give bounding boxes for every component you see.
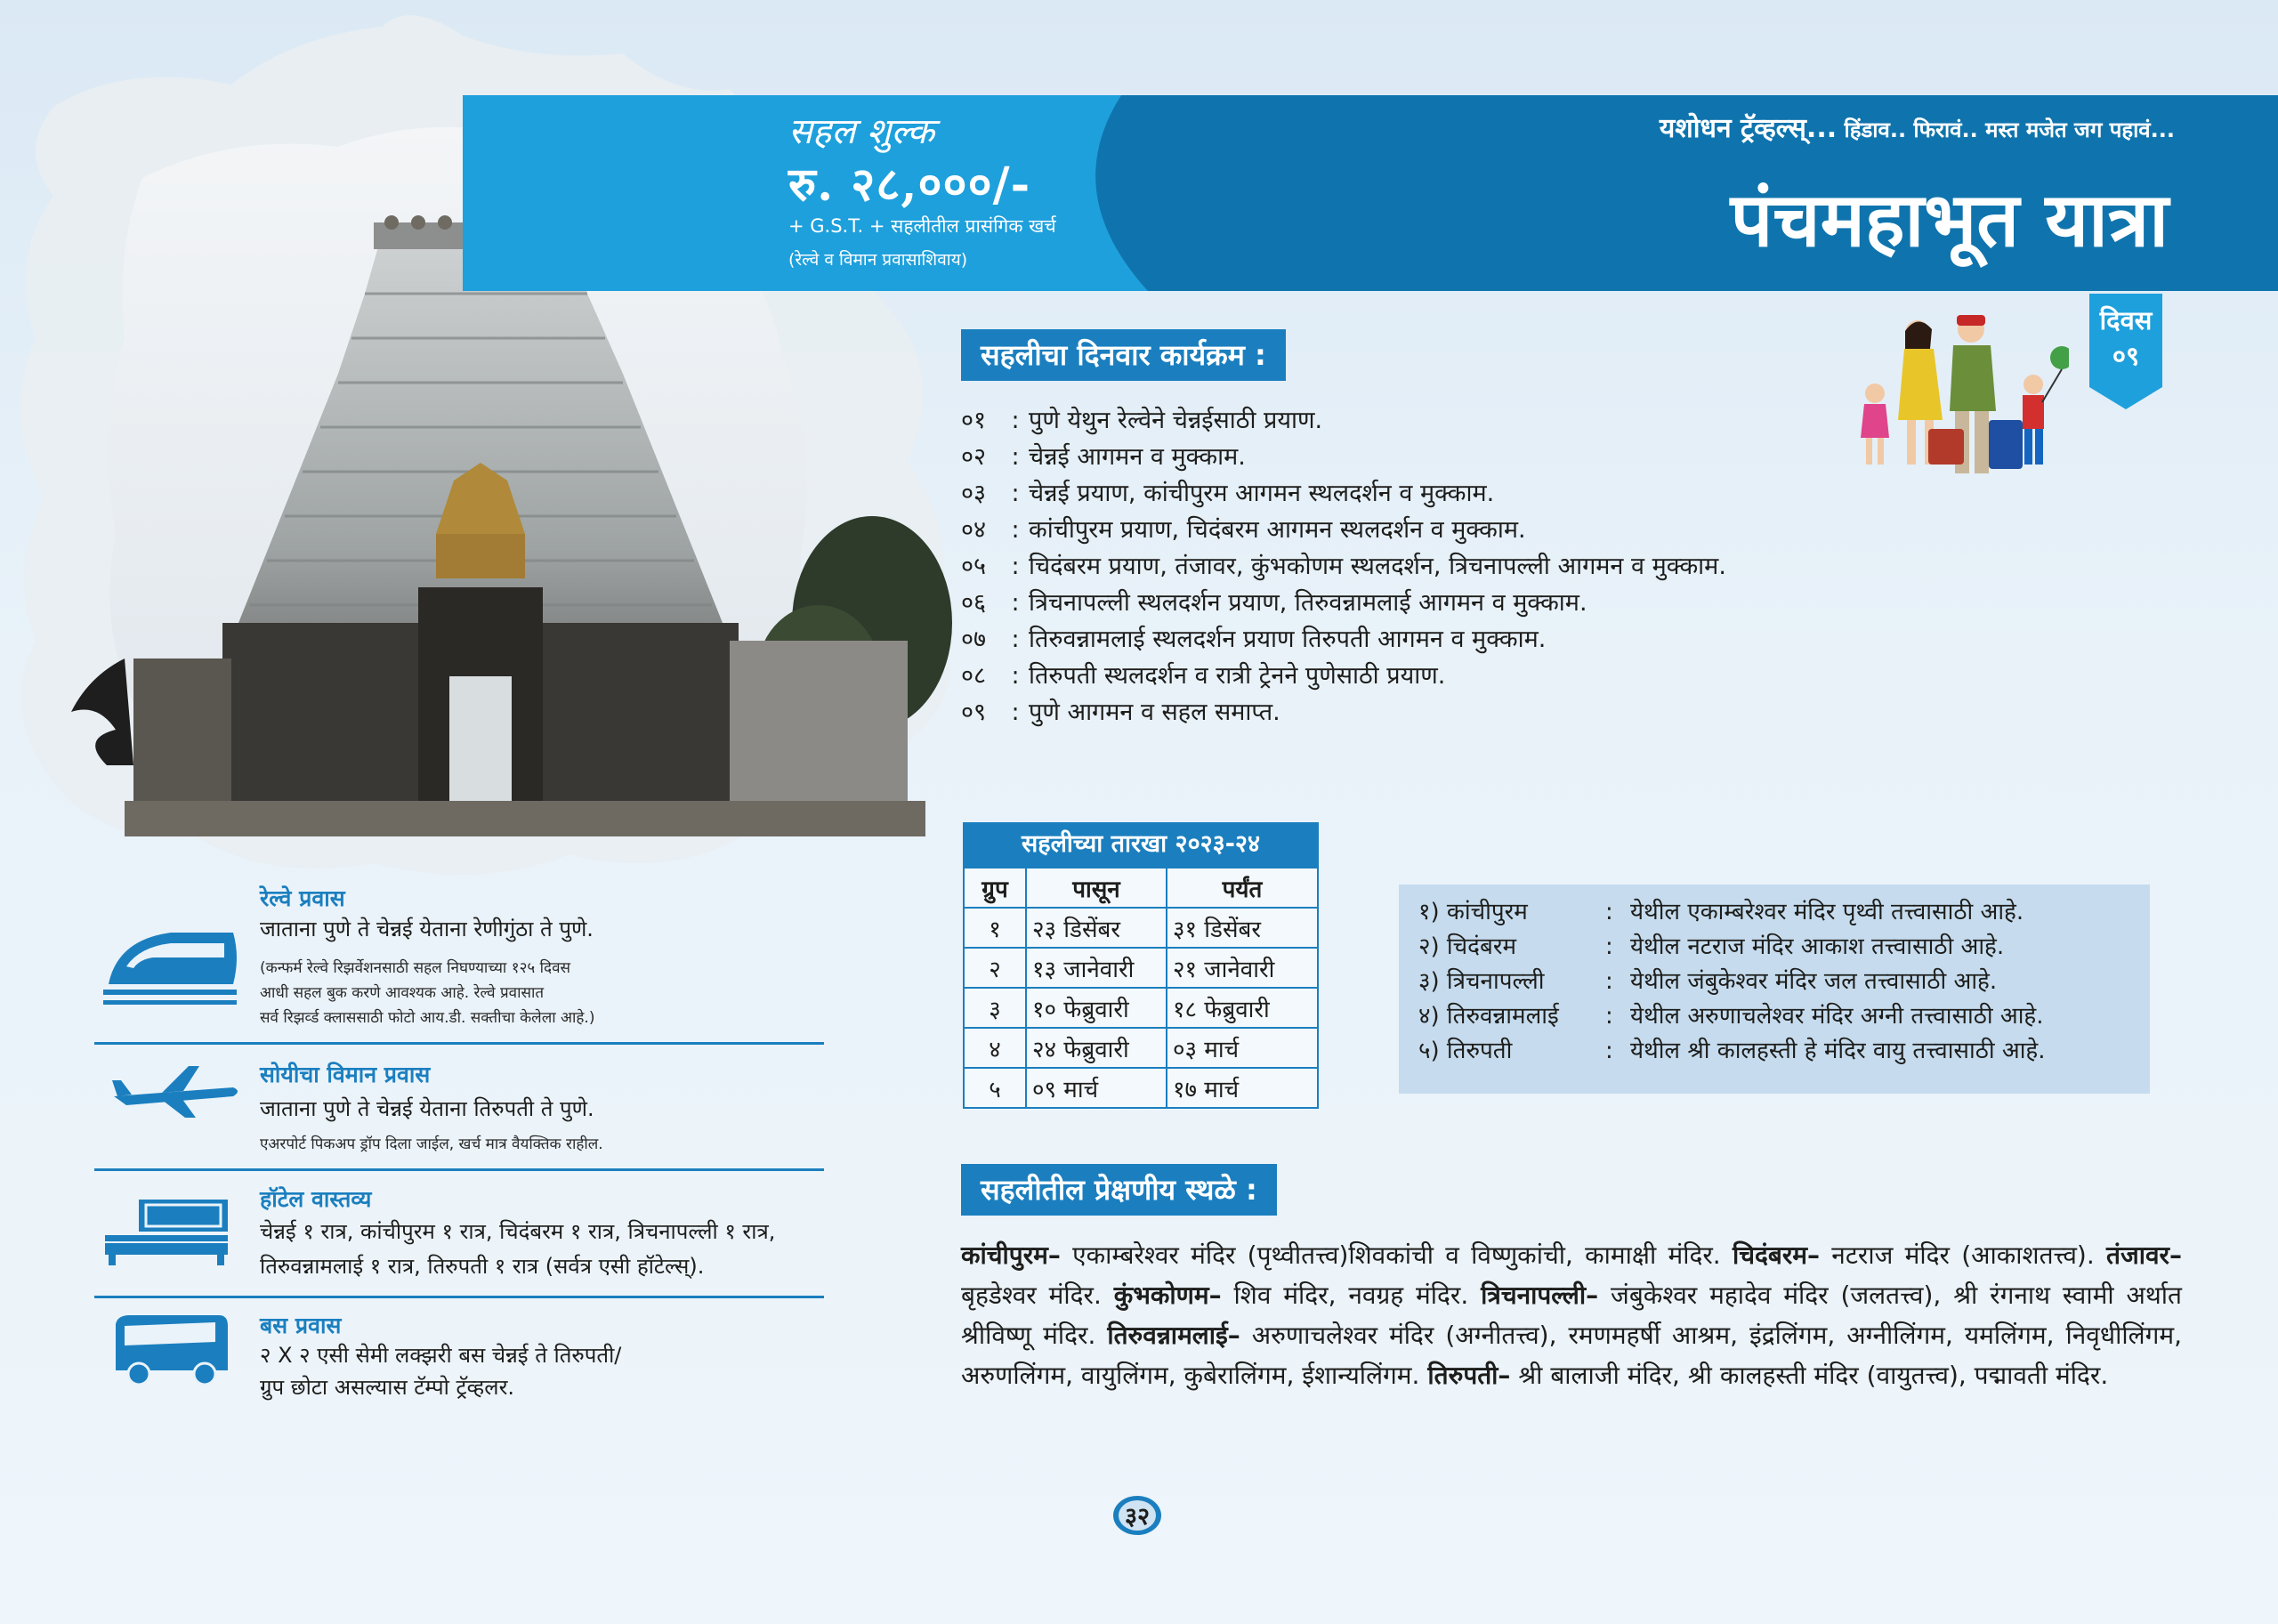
fee-amount: रु. २८,०००/-: [788, 158, 1031, 212]
place-name: ३) त्रिचनापल्ली: [1418, 968, 1545, 995]
divider: [94, 1296, 824, 1298]
itinerary-day: ०६: [961, 589, 987, 617]
place-name: ४) तिरुवन्नामलाई: [1418, 1003, 1559, 1030]
brand-name: यशोधन ट्रॅव्हल्स्...: [1659, 113, 1838, 144]
rail-text: जाताना पुणे ते चेन्नई येताना रेणीगुंठा ते पुणे.: [260, 917, 594, 941]
list-item: २) चिदंबरम : येथील नटराज मंदिर आकाश तत्त्वासाठी आहे.: [1418, 930, 2150, 965]
table-row: [964, 948, 1318, 988]
hotel-title: हॉटेल वास्तव्य: [260, 1186, 372, 1212]
itinerary-text: चेन्नई आगमन व मुक्काम.: [1029, 443, 1246, 471]
from-cell: ०९ मार्च: [1026, 1068, 1167, 1108]
rail-note: सर्व रिझर्व्ड क्लाससाठी फोटो आय.डी. सक्तीचा केलेला आहे.): [260, 1009, 595, 1027]
table-row: [964, 1068, 1318, 1108]
itinerary-item: ०२ : चेन्नई आगमन व मुक्काम.: [961, 439, 1922, 475]
place-tirupati: तिरुपती–: [1427, 1361, 1511, 1390]
list-item: ४) तिरुवन्नामलाई : येथील अरुणाचलेश्वर मंदिर अग्नी तत्त्वासाठी आहे.: [1418, 999, 2150, 1034]
bus-text: २ X २ एसी सेमी लक्झरी बस चेन्नई ते तिरुपती/: [260, 1343, 622, 1368]
sights-text: बृहडेश्वर मंदिर.: [961, 1281, 1114, 1310]
itinerary-list: [961, 402, 1922, 731]
table-row: [964, 908, 1318, 948]
itinerary-text: त्रिचनापल्ली स्थलदर्शन प्रयाण, तिरुवन्नामलाई आगमन व मुक्काम.: [1029, 589, 1587, 617]
to-cell: १८ फेब्रुवारी: [1167, 988, 1318, 1028]
place-kumbakonam: कुंभकोणम–: [1113, 1281, 1222, 1310]
sights-text: नटराज मंदिर (आकाशतत्त्व).: [1820, 1240, 2106, 1270]
column-header: पर्यंत: [1167, 868, 1318, 908]
itinerary-text: तिरुवन्नामलाई स्थलदर्शन प्रयाण तिरुपती आगमन व मुक्काम.: [1029, 626, 1547, 653]
days-badge: [2089, 294, 2162, 409]
itinerary-day: ०२: [961, 443, 987, 471]
rail-note: आधी सहल बुक करणे आवश्यक आहे. रेल्वे प्रवासात: [260, 984, 545, 1002]
from-cell: २४ फेब्रुवारी: [1026, 1028, 1167, 1068]
days-value: ०९: [2112, 341, 2140, 371]
page-number: ३२: [1124, 1503, 1151, 1531]
group-cell: १: [964, 908, 1026, 948]
from-cell: १३ जानेवारी: [1026, 948, 1167, 988]
sights-text: एकाम्बरेश्वर मंदिर (पृथ्वीतत्त्व)शिवकांची व विष्णुकांची, कामाक्षी मंदिर.: [1060, 1240, 1733, 1270]
to-cell: ०३ मार्च: [1167, 1028, 1318, 1068]
fee-note: + G.S.T. + सहलीतील प्रासंगिक खर्च: [788, 215, 1056, 237]
days-label: दिवस: [2099, 305, 2153, 335]
column-header: ग्रुप: [964, 868, 1026, 908]
to-cell: ३१ डिसेंबर: [1167, 908, 1318, 948]
element-text: येथील श्री कालहस्ती हे मंदिर वायु तत्त्वासाठी आहे.: [1630, 1038, 2046, 1064]
itinerary-day: ०८: [961, 662, 987, 690]
itinerary-item: ०६ : त्रिचनापल्ली स्थलदर्शन प्रयाण, तिरुवन्नामलाई आगमन व मुक्काम.: [961, 585, 1922, 621]
itinerary-item: ०३ : चेन्नई प्रयाण, कांचीपुरम आगमन स्थलदर्शन व मुक्काम.: [961, 475, 1922, 512]
itinerary-day: ०१: [961, 407, 987, 434]
divider: [94, 1042, 824, 1045]
element-text: येथील नटराज मंदिर आकाश तत्त्वासाठी आहे.: [1630, 933, 2005, 960]
place-kanchipuram: कांचीपुरम–: [961, 1240, 1061, 1270]
element-text: येथील अरुणाचलेश्वर मंदिर अग्नी तत्त्वासाठी आहे.: [1630, 1003, 2044, 1030]
itinerary-heading: सहलीचा दिनवार कार्यक्रम :: [961, 329, 1286, 381]
bed-icon: [100, 1196, 233, 1267]
list-item: ५) तिरुपती : येथील श्री कालहस्ती हे मंदिर वायु तत्त्वासाठी आहे.: [1418, 1034, 2150, 1069]
itinerary-text: तिरुपती स्थलदर्शन व रात्री ट्रेनने पुणेसाठी प्रयाण.: [1029, 662, 1446, 690]
table-row: [964, 988, 1318, 1028]
from-cell: २३ डिसेंबर: [1026, 908, 1167, 948]
table-header-row: [964, 868, 1318, 908]
itinerary-text: चिदंबरम प्रयाण, तंजावर, कुंभकोणम स्थलदर्शन, त्रिचनापल्ली आगमन व मुक्काम.: [1029, 553, 1726, 580]
itinerary-day: ०४: [961, 516, 987, 544]
itinerary-day: ०९: [961, 699, 987, 726]
itinerary-day: ०३: [961, 480, 987, 507]
place-name: ५) तिरुपती: [1418, 1038, 1513, 1064]
rail-title: रेल्वे प्रवास: [260, 885, 345, 911]
element-text: येथील एकाम्बरेश्वर मंदिर पृथ्वी तत्त्वासाठी आहे.: [1630, 899, 2024, 925]
itinerary-item: ०१ : पुणे येथुन रेल्वेने चेन्नईसाठी प्रयाण.: [961, 402, 1922, 439]
itinerary-item: ०५ : चिदंबरम प्रयाण, तंजावर, कुंभकोणम स्थलदर्शन, त्रिचनापल्ली आगमन व मुक्काम.: [961, 548, 1922, 585]
brand-tagline: हिंडाव.. फिरावं.. मस्त मजेत जग पहावं...: [1837, 117, 2175, 142]
group-cell: ३: [964, 988, 1026, 1028]
sights-text: शिव मंदिर, नवग्रह मंदिर.: [1221, 1281, 1482, 1310]
group-cell: ५: [964, 1068, 1026, 1108]
list-item: ३) त्रिचनापल्ली : येथील जंबुकेश्वर मंदिर जल तत्त्वासाठी आहे.: [1418, 965, 2150, 999]
sights-paragraph: [961, 1235, 2182, 1395]
train-icon: [100, 922, 242, 1011]
itinerary-text: चेन्नई प्रयाण, कांचीपुरम आगमन स्थलदर्शन व मुक्काम.: [1029, 480, 1495, 507]
group-cell: ४: [964, 1028, 1026, 1068]
elements-box: [1399, 885, 2150, 1094]
itinerary-item: ०९ : पुणे आगमन व सहल समाप्त.: [961, 694, 1922, 731]
dates-table-title: सहलीच्या तारखा २०२३-२४: [963, 822, 1319, 867]
itinerary-text: पुणे आगमन व सहल समाप्त.: [1029, 699, 1280, 726]
itinerary-day: ०७: [961, 626, 987, 653]
itinerary-item: ०७ : तिरुवन्नामलाई स्थलदर्शन प्रयाण तिरुपती आगमन व मुक्काम.: [961, 621, 1922, 658]
sights-text: श्री बालाजी मंदिर, श्री कालहस्ती मंदिर (वायुतत्त्व), पद्मावती मंदिर.: [1510, 1361, 2109, 1390]
fee-title: सहल शुल्क: [788, 111, 935, 152]
tour-title: पंचमहाभूत यात्रा: [1730, 175, 2169, 263]
place-name: २) चिदंबरम: [1418, 933, 1517, 960]
itinerary-text: पुणे येथुन रेल्वेने चेन्नईसाठी प्रयाण.: [1029, 407, 1323, 434]
sights-text: जंबुकेश्वर महादेव मंदिर (जलतत्त्व), श्री रंगनाथ स्वामी अर्थात श्रीविष्णू मंदिर.: [961, 1281, 2182, 1350]
list-item: १) कांचीपुरम : येथील एकाम्बरेश्वर मंदिर पृथ्वी तत्त्वासाठी आहे.: [1418, 895, 2150, 930]
itinerary-item: ०८ : तिरुपती स्थलदर्शन व रात्री ट्रेनने पुणेसाठी प्रयाण.: [961, 658, 1922, 694]
place-thanjavur: तंजावर–: [2106, 1240, 2183, 1270]
fee-exclusion-note: (रेल्वे व विमान प्रवासाशिवाय): [788, 250, 968, 270]
bus-title: बस प्रवास: [260, 1313, 342, 1338]
sights-text: अरुणाचलेश्वर मंदिर (अग्नीतत्त्व), रमणमहर्षी आश्रम, इंद्रलिंगम, अग्नीलिंगम, यमलिंगम, निवृधीलिंगम, अरुणलिंगम, वायुलिंगम, कुबेरालिंगम, ईशान्यलिंगम.: [961, 1321, 2182, 1390]
dates-table: [963, 867, 1319, 1109]
element-text: येथील जंबुकेश्वर मंदिर जल तत्त्वासाठी आहे.: [1630, 968, 1998, 995]
itinerary-day: ०५: [961, 553, 987, 580]
bus-text: ग्रुप छोटा असल्यास टॅम्पो ट्रॅव्हलर.: [260, 1375, 515, 1400]
itinerary-text: कांचीपुरम प्रयाण, चिदंबरम आगमन स्थलदर्शन व मुक्काम.: [1029, 516, 1526, 544]
hotel-text: तिरुवन्नामलाई १ रात्र, तिरुपती १ रात्र (सर्वत्र एसी हॉटेल्स्).: [260, 1254, 705, 1279]
column-header: पासून: [1026, 868, 1167, 908]
group-cell: २: [964, 948, 1026, 988]
page-number-badge: [1111, 1493, 1164, 1538]
airplane-icon: [109, 1061, 242, 1123]
to-cell: १७ मार्च: [1167, 1068, 1318, 1108]
flight-title: सोयीचा विमान प्रवास: [260, 1062, 431, 1087]
sights-heading: सहलीतील प्रेक्षणीय स्थळे :: [961, 1164, 1277, 1216]
table-row: [964, 1028, 1318, 1068]
divider: [94, 1168, 824, 1171]
bus-icon: [109, 1312, 233, 1388]
place-name: १) कांचीपुरम: [1418, 899, 1528, 925]
brand-line: [1660, 109, 2175, 145]
rail-note: (कन्फर्म रेल्वे रिझर्वेशनसाठी सहल निघण्याच्या १२५ दिवस: [260, 959, 571, 977]
place-chidambaram: चिदंबरम–: [1732, 1240, 1821, 1270]
place-trichy: त्रिचनापल्ली–: [1481, 1281, 1599, 1310]
from-cell: १० फेब्रुवारी: [1026, 988, 1167, 1028]
place-tiruvannamalai: तिरुवन्नामलाई–: [1107, 1321, 1240, 1350]
flight-note: एअरपोर्ट पिकअप ड्रॉप दिला जाईल, खर्च मात्र वैयक्तिक राहील.: [260, 1135, 603, 1153]
hotel-text: चेन्नई १ रात्र, कांचीपुरम १ रात्र, चिदंबरम १ रात्र, त्रिचनापल्ली १ रात्र,: [260, 1219, 776, 1244]
itinerary-item: ०४ : कांचीपुरम प्रयाण, चिदंबरम आगमन स्थलदर्शन व मुक्काम.: [961, 512, 1922, 548]
to-cell: २१ जानेवारी: [1167, 948, 1318, 988]
flight-text: जाताना पुणे ते चेन्नई येताना तिरुपती ते पुणे.: [260, 1096, 594, 1121]
